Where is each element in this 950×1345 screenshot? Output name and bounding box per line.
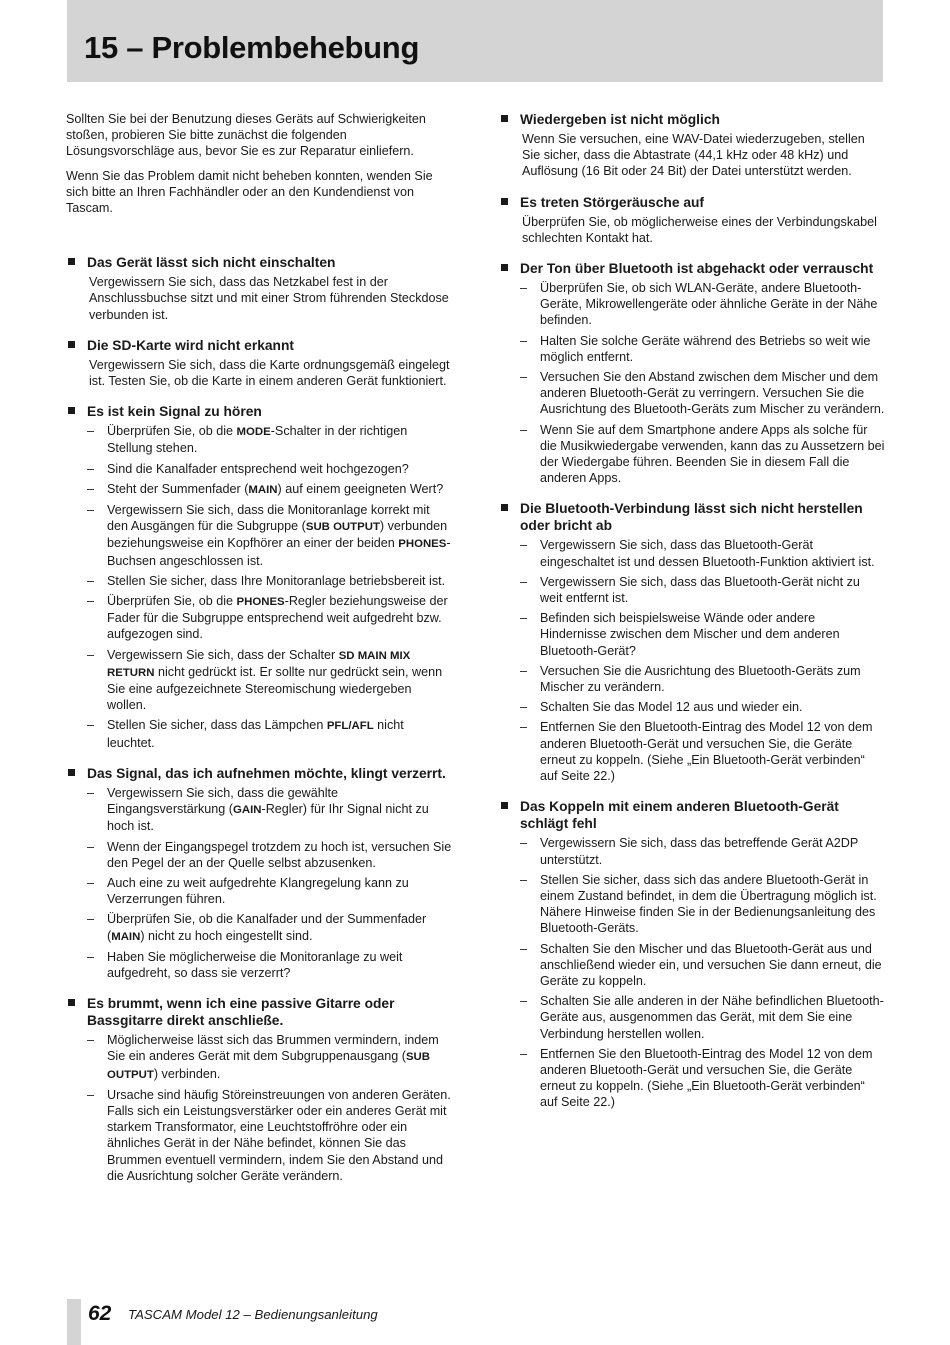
- list-item: [499, 663, 885, 695]
- list-item-text: Überprüfen Sie, ob sich WLAN-Geräte, andere Bluetooth-Geräte, Mikrowellengeräte oder ähnliche Geräte in der Nähe befinden.: [540, 281, 878, 328]
- list-item-text: Haben Sie möglicherweise die Monitoranlage zu weit aufgedreht, so dass sie verzerrt?: [107, 949, 403, 980]
- intro-paragraph: Sollten Sie bei der Benutzung dieses Geräts auf Schwierigkeiten stoßen, probieren Sie bitte zunächst die folgenden Lösungsvorschläge aus, bevor Sie es zur Reparatur einliefern.: [66, 112, 426, 159]
- list-item-text: Sind die Kanalfader entsprechend weit hochgezogen?: [107, 461, 409, 476]
- list-item: [499, 280, 885, 329]
- section-heading: [66, 765, 454, 782]
- list-item-text: nicht gedrückt ist. Er sollte nur gedrückt sein, wenn Sie eine aufgezeichnete Stereomischung wiedergeben wollen.: [107, 664, 443, 713]
- square-bullet-icon: [68, 341, 75, 348]
- square-bullet-icon: [68, 407, 75, 414]
- list-item-text: Überprüfen Sie, ob die: [107, 424, 237, 439]
- troubleshooting-section: [66, 765, 454, 981]
- list-item-text: Vergewissern Sie sich, dass das Bluetooth-Gerät eingeschaltet ist und dessen Bluetooth-Funktion aktiviert ist.: [540, 538, 875, 569]
- list-item-text: ) verbinden.: [153, 1066, 221, 1081]
- list-item-text: Vergewissern Sie sich, dass das betreffende Gerät A2DP unterstützt.: [540, 836, 859, 867]
- control-name: SUB OUTPUT: [305, 521, 380, 534]
- list-item: [66, 949, 454, 981]
- list-item: [66, 593, 454, 643]
- list-item-text: Vergewissern Sie sich, dass die Monitoranlage korrekt mit den Ausgängen für die Subgruppe (: [107, 503, 430, 534]
- list-item-text: Befinden sich beispielsweise Wände oder andere Hindernisse zwischen dem Mischer und dem anderen Bluetooth-Gerät?: [540, 611, 840, 658]
- list-item: [499, 369, 885, 418]
- list-item: [499, 993, 885, 1042]
- list-item-text: Versuchen Sie den Abstand zwischen dem Mischer und dem anderen Bluetooth-Gerät zu verringern. Versuchen Sie die Ausrichtung des Bluetooth-Geräts zum Mischer zu verändern.: [540, 370, 885, 417]
- left-sections: [66, 254, 454, 1184]
- footer-bar: [67, 1299, 81, 1345]
- list-item-text: Auch eine zu weit aufgedrehte Klangregelung kann zu Verzerrungen führen.: [107, 875, 409, 907]
- section-heading: [66, 337, 454, 354]
- list-item: [66, 502, 454, 569]
- control-name: PFL/AFL: [326, 720, 374, 733]
- list-item-text: Versuchen Sie die Ausrichtung des Bluetooth-Geräts zum Mischer zu verändern.: [540, 663, 861, 695]
- square-bullet-icon: [68, 999, 75, 1006]
- troubleshooting-section: [499, 111, 885, 180]
- list-item-text: Entfernen Sie den Bluetooth-Eintrag des Model 12 von dem anderen Bluetooth-Gerät und versuchen Sie, die Geräte erneut zu koppeln. (Siehe „Ein Bluetooth-Gerät verbinden“ auf Seite 22.): [540, 720, 873, 784]
- list-item: [66, 785, 454, 835]
- list-item-text: -Buchsen angeschlossen ist.: [107, 536, 451, 568]
- list-item: [499, 719, 885, 784]
- troubleshooting-section: [499, 194, 885, 246]
- troubleshooting-section: [66, 337, 454, 389]
- control-name: PHONES: [236, 596, 285, 609]
- list-item: [499, 941, 885, 990]
- section-heading-text: Die Bluetooth-Verbindung lässt sich nicht herstellen oder bricht ab: [520, 501, 863, 534]
- troubleshooting-section: [499, 798, 885, 1110]
- square-bullet-icon: [501, 504, 508, 511]
- list-item-text: Halten Sie solche Geräte während des Betriebs so weit wie möglich entfernt.: [540, 333, 871, 364]
- section-heading: [499, 798, 885, 832]
- list-item: [66, 1087, 454, 1184]
- control-name: SD MAIN MIX RETURN: [107, 649, 411, 679]
- list-item-text: nicht leuchtet.: [107, 718, 404, 750]
- section-heading: [499, 500, 885, 534]
- section-heading-text: Der Ton über Bluetooth ist abgehackt oder verrauscht: [520, 261, 874, 277]
- list-item: [499, 610, 885, 659]
- section-heading: [66, 995, 454, 1029]
- footer-text: TASCAM Model 12 – Bedienungsanleitung: [128, 1307, 378, 1322]
- dash-list: [499, 280, 885, 486]
- right-column: [499, 111, 885, 1125]
- right-sections: [499, 111, 885, 1111]
- list-item: [66, 481, 454, 498]
- list-item-text: Stellen Sie sicher, dass Ihre Monitoranlage betriebsbereit ist.: [107, 573, 446, 588]
- control-name: MODE: [236, 426, 271, 439]
- section-heading-text: Das Koppeln mit einem anderen Bluetooth-Gerät schlägt fehl: [520, 799, 839, 832]
- dash-list: [66, 423, 454, 751]
- section-heading: [499, 194, 885, 211]
- list-item-text: Vergewissern Sie sich, dass die gewählte Eingangsverstärkung (: [107, 785, 339, 817]
- control-name: PHONES: [398, 538, 447, 551]
- list-item: [499, 835, 885, 867]
- section-heading: [499, 111, 885, 128]
- page-title: 15 – Problembehebung: [84, 30, 420, 65]
- section-heading-text: Es treten Störgeräusche auf: [520, 194, 705, 210]
- control-name: GAIN: [233, 804, 262, 817]
- list-item-text: Vergewissern Sie sich, dass der Schalter: [107, 647, 339, 662]
- list-item-text: Schalten Sie das Model 12 aus und wieder ein.: [540, 700, 803, 715]
- list-item-text: Überprüfen Sie, ob die: [107, 594, 237, 609]
- dash-list: [499, 537, 885, 784]
- intro: [66, 111, 454, 216]
- page-number: 62: [88, 1302, 112, 1325]
- section-heading-text: Die SD-Karte wird nicht erkannt: [87, 337, 294, 353]
- list-item-text: -Schalter in der richtigen Stellung stehen.: [107, 424, 408, 456]
- square-bullet-icon: [501, 115, 508, 122]
- troubleshooting-section: [66, 254, 454, 323]
- list-item-text: Überprüfen Sie, ob die Kanalfader und der Summenfader (: [107, 912, 427, 943]
- list-item: [66, 911, 454, 944]
- list-item-text: -Regler) für Ihr Signal nicht zu hoch ist.: [107, 802, 429, 834]
- list-item-text: Schalten Sie den Mischer und das Bluetooth-Gerät aus und anschließend wieder ein, und versuchen Sie dann erneut, die Geräte zu koppeln.: [540, 941, 882, 988]
- dash-list: [66, 1032, 454, 1184]
- troubleshooting-section: [66, 995, 454, 1184]
- list-item: [499, 699, 885, 715]
- list-item: [66, 461, 454, 477]
- section-heading: [499, 260, 885, 277]
- troubleshooting-section: [499, 260, 885, 486]
- section-heading: [66, 403, 454, 420]
- square-bullet-icon: [68, 769, 75, 776]
- list-item: [66, 717, 454, 750]
- list-item-text: Wenn Sie auf dem Smartphone andere Apps als solche für die Musikwiedergabe verwenden, kann das zu Aussetzern bei der Wiedergabe führen. Beenden Sie in diesem Fall die anderen Apps.: [540, 422, 885, 486]
- section-text: Vergewissern Sie sich, dass das Netzkabel fest in der Anschlussbuchse sitzt und mit einer Strom führenden Steckdose verbunden ist.: [89, 275, 449, 322]
- section-heading-text: Das Gerät lässt sich nicht einschalten: [87, 255, 336, 271]
- intro-paragraph: Wenn Sie das Problem damit nicht beheben konnten, wenden Sie sich bitte an Ihren Fachhändler oder an den Kundendienst von Tascam.: [66, 168, 433, 216]
- list-item-text: Vergewissern Sie sich, dass das Bluetooth-Gerät nicht zu weit entfernt ist.: [540, 574, 860, 606]
- section-text: Wenn Sie versuchen, eine WAV-Datei wiederzugeben, stellen Sie sicher, dass die Abtastrate (44,1 kHz oder 48 kHz) und Auflösung (16 Bit oder 24 Bit) der Datei unterstützt werden.: [522, 132, 865, 179]
- section-text: Überprüfen Sie, ob möglicherweise eines der Verbindungskabel schlechten Kontakt hat.: [522, 214, 877, 245]
- list-item: [499, 872, 885, 937]
- list-item: [66, 1032, 454, 1083]
- list-item: [66, 573, 454, 589]
- list-item: [66, 839, 454, 871]
- square-bullet-icon: [501, 198, 508, 205]
- list-item: [499, 574, 885, 606]
- left-column: [66, 111, 454, 1198]
- control-name: MAIN: [111, 930, 141, 943]
- section-heading-text: Es brummt, wenn ich eine passive Gitarre oder Bassgitarre direkt anschließe.: [87, 996, 395, 1029]
- list-item-text: ) nicht zu hoch eingestellt sind.: [140, 928, 313, 943]
- list-item-text: Steht der Summenfader (: [107, 481, 249, 496]
- section-heading-text: Das Signal, das ich aufnehmen möchte, klingt verzerrt.: [87, 765, 446, 781]
- troubleshooting-section: [499, 500, 885, 784]
- list-item-text: Stellen Sie sicher, dass sich das andere Bluetooth-Gerät in einem Zustand befindet, in dem die Übertragung möglich ist. Nähere Hinweise finden Sie in der Bedienungsanleitung des Bluetooth-Geräts.: [540, 872, 877, 936]
- list-item: [499, 422, 885, 487]
- list-item: [66, 875, 454, 907]
- list-item: [499, 1046, 885, 1111]
- dash-list: [66, 785, 454, 981]
- list-item-text: Schalten Sie alle anderen in der Nähe befindlichen Bluetooth-Geräte aus, ausgenommen das Gerät, mit dem Sie eine Verbindung herstellen wollen.: [540, 994, 884, 1041]
- list-item: [66, 423, 454, 456]
- list-item: [499, 333, 885, 365]
- list-item-text: ) auf einem geeigneten Wert?: [277, 481, 444, 496]
- dash-list: [499, 835, 885, 1110]
- list-item-text: Möglicherweise lässt sich das Brummen vermindern, indem Sie ein anderes Gerät mit dem Subgruppenausgang (: [107, 1033, 439, 1064]
- list-item-text: Wenn der Eingangspegel trotzdem zu hoch ist, versuchen Sie den Pegel der an der Quelle selbst abzusenken.: [107, 839, 452, 870]
- list-item-text: Ursache sind häufig Störeinstreuungen von anderen Geräten. Falls sich ein Leistungsverstärker oder ein anderes Gerät mit starkem Transformator, eine Leuchtstoffröhre oder ein ähnliches Gerät in der Nähe befindet, können Sie das Brummen eventuell vermindern, indem Sie den Abstand und die Ausrichtung solcher Geräte verändern.: [107, 1087, 451, 1183]
- section-heading-text: Es ist kein Signal zu hören: [87, 404, 262, 420]
- list-item-text: -Regler beziehungsweise der Fader für die Subgruppe entsprechend weit aufgedreht bzw. aufgezogen sind.: [107, 594, 448, 642]
- list-item-text: Entfernen Sie den Bluetooth-Eintrag des Model 12 von dem anderen Bluetooth-Gerät und versuchen Sie, die Geräte erneut zu koppeln. (Siehe „Ein Bluetooth-Gerät verbinden“ auf Seite 22.): [540, 1046, 873, 1110]
- control-name: MAIN: [248, 483, 278, 496]
- square-bullet-icon: [68, 258, 75, 265]
- square-bullet-icon: [501, 802, 508, 809]
- list-item-text: Stellen Sie sicher, dass das Lämpchen: [107, 718, 327, 733]
- troubleshooting-section: [66, 403, 454, 751]
- list-item: [499, 537, 885, 569]
- list-item: [66, 647, 454, 714]
- section-text: Vergewissern Sie sich, dass die Karte ordnungsgemäß eingelegt ist. Testen Sie, ob die Karte in einem anderen Gerät funktioniert.: [89, 357, 450, 389]
- list-item-text: ) verbunden beziehungsweise ein Kopfhörer an einer der beiden: [107, 519, 448, 551]
- section-heading-text: Wiedergeben ist nicht möglich: [520, 112, 720, 127]
- square-bullet-icon: [501, 264, 508, 271]
- section-heading: [66, 254, 454, 271]
- control-name: SUB OUTPUT: [107, 1051, 430, 1081]
